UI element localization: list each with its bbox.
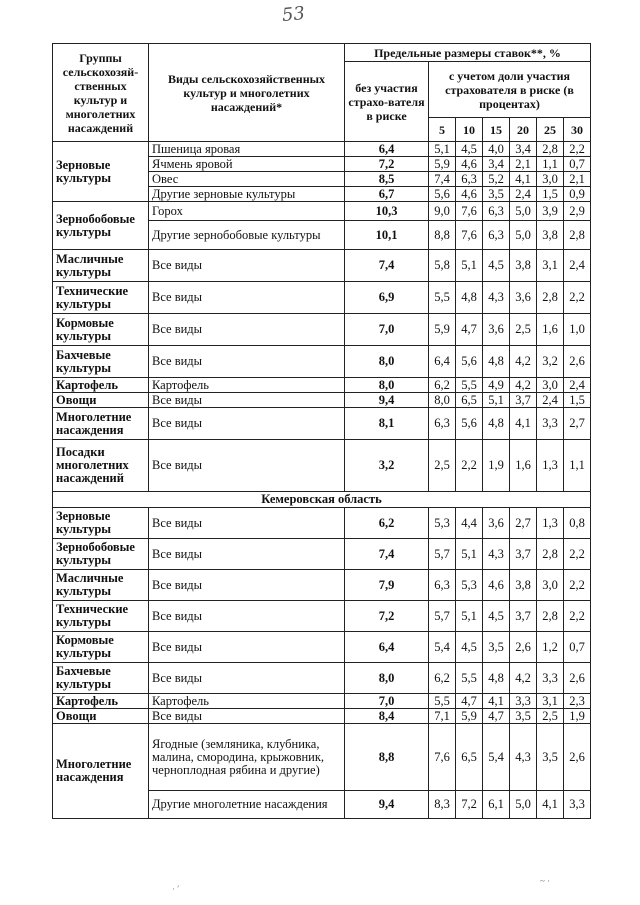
table-row [53, 694, 591, 709]
share-rate-cell: 4,5 [483, 601, 510, 632]
region-title: Кемеровская область [53, 492, 591, 508]
share-rate-cell: 5,6 [456, 346, 483, 378]
base-rate-cell: 8,4 [345, 709, 429, 724]
share-rate-cell: 3,0 [537, 570, 564, 601]
crop-kind-cell: Все виды [149, 632, 345, 663]
share-rate-cell: 1,3 [537, 440, 564, 492]
share-rate-cell: 9,0 [429, 202, 456, 221]
share-rate-cell: 5,0 [510, 791, 537, 819]
share-rate-cell: 5,1 [456, 250, 483, 282]
crop-kind-cell: Горох [149, 202, 345, 221]
crop-group-cell: Бахчевые культуры [53, 663, 149, 694]
share-rate-cell: 5,1 [483, 393, 510, 408]
share-rate-cell: 7,6 [429, 724, 456, 791]
crop-kind-cell: Все виды [149, 314, 345, 346]
base-rate-cell: 6,2 [345, 508, 429, 539]
crop-kind-cell: Картофель [149, 694, 345, 709]
share-rate-cell: 2,9 [564, 202, 591, 221]
table-row [53, 314, 591, 346]
share-rate-cell: 4,6 [456, 157, 483, 172]
share-rate-cell: 5,6 [429, 187, 456, 202]
crop-kind-cell: Все виды [149, 539, 345, 570]
share-rate-cell: 4,1 [537, 791, 564, 819]
share-rate-cell: 2,6 [510, 632, 537, 663]
share-rate-cell: 3,8 [510, 250, 537, 282]
base-rate-cell: 7,4 [345, 539, 429, 570]
crop-group-cell: Зерновые культуры [53, 142, 149, 202]
crop-kind-cell: Все виды [149, 508, 345, 539]
crop-kind-cell: Все виды [149, 440, 345, 492]
crop-kind-cell: Все виды [149, 570, 345, 601]
crop-group-cell: Многолетние насаждения [53, 408, 149, 440]
share-rate-cell: 6,3 [456, 172, 483, 187]
crop-group-cell: Овощи [53, 709, 149, 724]
crop-group-cell: Многолетние насаждения [53, 724, 149, 819]
table-row [53, 142, 591, 157]
share-rate-cell: 2,6 [564, 663, 591, 694]
share-rate-cell: 5,7 [429, 601, 456, 632]
crop-group-cell: Зернобобовые культуры [53, 202, 149, 250]
share-rate-cell: 1,6 [537, 314, 564, 346]
share-rate-cell: 4,1 [483, 694, 510, 709]
share-rate-cell: 2,8 [537, 601, 564, 632]
base-rate-cell: 8,0 [345, 663, 429, 694]
share-rate-cell: 5,5 [429, 694, 456, 709]
base-rate-cell: 3,2 [345, 440, 429, 492]
share-rate-cell: 2,1 [564, 172, 591, 187]
share-rate-cell: 4,4 [456, 508, 483, 539]
share-rate-cell: 2,7 [564, 408, 591, 440]
crop-kind-cell: Все виды [149, 282, 345, 314]
base-rate-cell: 10,1 [345, 221, 429, 250]
crop-kind-cell: Другие зерновые культуры [149, 187, 345, 202]
crop-group-cell: Кормовые культуры [53, 314, 149, 346]
share-rate-cell: 6,3 [483, 202, 510, 221]
crop-group-cell: Овощи [53, 393, 149, 408]
table-row [53, 282, 591, 314]
share-rate-cell: 0,7 [564, 632, 591, 663]
share-rate-cell: 1,6 [510, 440, 537, 492]
crop-kind-cell: Все виды [149, 601, 345, 632]
base-rate-cell: 7,0 [345, 694, 429, 709]
share-rate-cell: 5,3 [456, 570, 483, 601]
crop-kind-cell: Все виды [149, 408, 345, 440]
share-rate-cell: 1,5 [537, 187, 564, 202]
crop-kind-cell: Все виды [149, 709, 345, 724]
share-rate-cell: 3,6 [483, 508, 510, 539]
table-header [53, 44, 591, 142]
base-rate-cell: 6,9 [345, 282, 429, 314]
share-rate-cell: 3,4 [510, 142, 537, 157]
crop-kind-cell: Другие многолетние насаждения [149, 791, 345, 819]
share-rate-cell: 6,1 [483, 791, 510, 819]
base-rate-cell: 7,2 [345, 157, 429, 172]
share-rate-cell: 4,3 [483, 282, 510, 314]
crop-group-cell: Кормовые культуры [53, 632, 149, 663]
share-rate-cell: 5,5 [456, 663, 483, 694]
share-rate-cell: 3,3 [510, 694, 537, 709]
share-rate-cell: 1,0 [564, 314, 591, 346]
header-base: без участия страхо-вателя в риске [345, 62, 429, 142]
share-rate-cell: 3,1 [537, 250, 564, 282]
table-row [53, 663, 591, 694]
share-rate-cell: 5,7 [429, 539, 456, 570]
header-limits: Предельные размеры ставок**, % [345, 44, 591, 62]
crop-kind-cell: Все виды [149, 393, 345, 408]
table-row [53, 709, 591, 724]
share-rate-cell: 5,8 [429, 250, 456, 282]
table-row [53, 632, 591, 663]
share-rate-cell: 1,9 [483, 440, 510, 492]
share-rate-cell: 4,5 [483, 250, 510, 282]
share-rate-cell: 4,6 [483, 570, 510, 601]
crop-group-cell: Посадки многолетних насаждений [53, 440, 149, 492]
page-number: 53 [280, 2, 306, 27]
table-row [53, 724, 591, 791]
base-rate-cell: 8,0 [345, 346, 429, 378]
share-rate-cell: 5,1 [456, 601, 483, 632]
crop-group-cell: Картофель [53, 378, 149, 393]
share-rate-cell: 4,2 [510, 346, 537, 378]
share-rate-cell: 3,5 [483, 187, 510, 202]
share-rate-cell: 2,2 [564, 601, 591, 632]
table-row [53, 408, 591, 440]
share-rate-cell: 7,2 [456, 791, 483, 819]
share-rate-cell: 2,5 [537, 709, 564, 724]
share-rate-cell: 5,9 [456, 709, 483, 724]
crop-kind-cell: Пшеница яровая [149, 142, 345, 157]
share-rate-cell: 2,2 [456, 440, 483, 492]
share-rate-cell: 1,3 [537, 508, 564, 539]
crop-kind-cell: Все виды [149, 663, 345, 694]
share-rate-cell: 3,6 [483, 314, 510, 346]
base-rate-cell: 7,9 [345, 570, 429, 601]
share-rate-cell: 4,2 [510, 663, 537, 694]
share-rate-cell: 3,7 [510, 601, 537, 632]
crop-group-cell: Технические культуры [53, 282, 149, 314]
crop-group-cell: Масличные культуры [53, 250, 149, 282]
share-rate-cell: 4,0 [483, 142, 510, 157]
share-rate-cell: 5,3 [429, 508, 456, 539]
share-rate-cell: 6,5 [456, 393, 483, 408]
share-rate-cell: 3,3 [537, 663, 564, 694]
share-rate-cell: 4,5 [456, 632, 483, 663]
share-rate-cell: 4,2 [510, 378, 537, 393]
header-share-25: 25 [537, 118, 564, 142]
crop-kind-cell: Другие зернобобовые культуры [149, 221, 345, 250]
share-rate-cell: 6,3 [483, 221, 510, 250]
share-rate-cell: 5,5 [456, 378, 483, 393]
share-rate-cell: 3,7 [510, 393, 537, 408]
share-rate-cell: 4,7 [483, 709, 510, 724]
crop-group-cell: Масличные культуры [53, 570, 149, 601]
crop-group-cell: Зерновые культуры [53, 508, 149, 539]
share-rate-cell: 5,0 [510, 221, 537, 250]
share-rate-cell: 2,4 [537, 393, 564, 408]
table-row [53, 393, 591, 408]
share-rate-cell: 5,9 [429, 157, 456, 172]
share-rate-cell: 7,4 [429, 172, 456, 187]
share-rate-cell: 2,2 [564, 142, 591, 157]
share-rate-cell: 2,5 [510, 314, 537, 346]
header-share-10: 10 [456, 118, 483, 142]
share-rate-cell: 3,8 [537, 221, 564, 250]
crop-kind-cell: Все виды [149, 250, 345, 282]
share-rate-cell: 4,9 [483, 378, 510, 393]
share-rate-cell: 3,5 [537, 724, 564, 791]
table-row [53, 346, 591, 378]
share-rate-cell: 2,8 [564, 221, 591, 250]
share-rate-cell: 4,3 [510, 724, 537, 791]
base-rate-cell: 9,4 [345, 393, 429, 408]
share-rate-cell: 1,2 [537, 632, 564, 663]
header-share-30: 30 [564, 118, 591, 142]
header-share: с учетом доли участия страхователя в риске (в процентах) [429, 62, 591, 118]
crop-group-cell: Картофель [53, 694, 149, 709]
share-rate-cell: 4,8 [483, 663, 510, 694]
table-row [53, 570, 591, 601]
insurance-rates-table [52, 43, 591, 819]
share-rate-cell: 5,1 [429, 142, 456, 157]
share-rate-cell: 5,9 [429, 314, 456, 346]
crop-kind-cell: Ягодные (земляника, клубника, малина, смородина, крыжовник, черноплодная рябина и другие) [149, 724, 345, 791]
share-rate-cell: 6,3 [429, 570, 456, 601]
share-rate-cell: 7,6 [456, 221, 483, 250]
share-rate-cell: 2,5 [429, 440, 456, 492]
share-rate-cell: 3,3 [564, 791, 591, 819]
base-rate-cell: 8,1 [345, 408, 429, 440]
region-row [53, 492, 591, 508]
base-rate-cell: 8,8 [345, 724, 429, 791]
share-rate-cell: 2,4 [510, 187, 537, 202]
share-rate-cell: 4,1 [510, 172, 537, 187]
share-rate-cell: 1,9 [564, 709, 591, 724]
base-rate-cell: 6,4 [345, 142, 429, 157]
share-rate-cell: 2,6 [564, 346, 591, 378]
share-rate-cell: 2,2 [564, 282, 591, 314]
share-rate-cell: 6,4 [429, 346, 456, 378]
base-rate-cell: 7,4 [345, 250, 429, 282]
share-rate-cell: 5,4 [483, 724, 510, 791]
base-rate-cell: 6,4 [345, 632, 429, 663]
header-share-20: 20 [510, 118, 537, 142]
share-rate-cell: 6,5 [456, 724, 483, 791]
share-rate-cell: 1,1 [537, 157, 564, 172]
share-rate-cell: 3,4 [483, 157, 510, 172]
table-row [53, 508, 591, 539]
share-rate-cell: 5,4 [429, 632, 456, 663]
share-rate-cell: 7,6 [456, 202, 483, 221]
share-rate-cell: 2,2 [564, 539, 591, 570]
share-rate-cell: 4,3 [483, 539, 510, 570]
crop-group-cell: Технические культуры [53, 601, 149, 632]
share-rate-cell: 5,5 [429, 282, 456, 314]
share-rate-cell: 5,0 [510, 202, 537, 221]
share-rate-cell: 0,9 [564, 187, 591, 202]
share-rate-cell: 4,8 [483, 346, 510, 378]
share-rate-cell: 0,8 [564, 508, 591, 539]
margin-mark: ~ · [540, 876, 551, 886]
share-rate-cell: 4,5 [456, 142, 483, 157]
crop-group-cell: Бахчевые культуры [53, 346, 149, 378]
share-rate-cell: 0,7 [564, 157, 591, 172]
share-rate-cell: 2,1 [510, 157, 537, 172]
share-rate-cell: 5,6 [456, 408, 483, 440]
share-rate-cell: 3,0 [537, 378, 564, 393]
share-rate-cell: 2,8 [537, 142, 564, 157]
share-rate-cell: 1,5 [564, 393, 591, 408]
base-rate-cell: 10,3 [345, 202, 429, 221]
share-rate-cell: 3,5 [483, 632, 510, 663]
table-row [53, 250, 591, 282]
share-rate-cell: 2,3 [564, 694, 591, 709]
table-row [53, 440, 591, 492]
share-rate-cell: 3,3 [537, 408, 564, 440]
share-rate-cell: 3,7 [510, 539, 537, 570]
base-rate-cell: 6,7 [345, 187, 429, 202]
share-rate-cell: 1,1 [564, 440, 591, 492]
base-rate-cell: 8,0 [345, 378, 429, 393]
share-rate-cell: 2,8 [537, 539, 564, 570]
header-share-15: 15 [483, 118, 510, 142]
base-rate-cell: 7,2 [345, 601, 429, 632]
table-row [53, 378, 591, 393]
share-rate-cell: 8,3 [429, 791, 456, 819]
share-rate-cell: 7,1 [429, 709, 456, 724]
header-group: Группы сельскохозяй-ственных культур и многолетних насаждений [53, 44, 149, 142]
crop-kind-cell: Все виды [149, 346, 345, 378]
share-rate-cell: 8,8 [429, 221, 456, 250]
share-rate-cell: 8,0 [429, 393, 456, 408]
header-kind: Виды сельскохозяйственных культур и многолетних насаждений* [149, 44, 345, 142]
base-rate-cell: 8,5 [345, 172, 429, 187]
share-rate-cell: 5,2 [483, 172, 510, 187]
crop-group-cell: Зернобобовые культуры [53, 539, 149, 570]
share-rate-cell: 3,8 [510, 570, 537, 601]
share-rate-cell: 2,7 [510, 508, 537, 539]
crop-kind-cell: Овес [149, 172, 345, 187]
table-row [53, 539, 591, 570]
share-rate-cell: 4,7 [456, 314, 483, 346]
share-rate-cell: 3,6 [510, 282, 537, 314]
margin-mark: · ′ [172, 884, 180, 894]
table-row [53, 601, 591, 632]
share-rate-cell: 6,2 [429, 378, 456, 393]
share-rate-cell: 2,4 [564, 250, 591, 282]
share-rate-cell: 2,6 [564, 724, 591, 791]
share-rate-cell: 4,8 [456, 282, 483, 314]
base-rate-cell: 9,4 [345, 791, 429, 819]
header-share-5: 5 [429, 118, 456, 142]
share-rate-cell: 2,8 [537, 282, 564, 314]
share-rate-cell: 6,3 [429, 408, 456, 440]
crop-kind-cell: Картофель [149, 378, 345, 393]
table-row [53, 202, 591, 221]
share-rate-cell: 4,6 [456, 187, 483, 202]
share-rate-cell: 2,4 [564, 378, 591, 393]
share-rate-cell: 3,2 [537, 346, 564, 378]
share-rate-cell: 4,8 [483, 408, 510, 440]
crop-kind-cell: Ячмень яровой [149, 157, 345, 172]
share-rate-cell: 3,5 [510, 709, 537, 724]
share-rate-cell: 2,2 [564, 570, 591, 601]
share-rate-cell: 5,1 [456, 539, 483, 570]
share-rate-cell: 6,2 [429, 663, 456, 694]
share-rate-cell: 4,7 [456, 694, 483, 709]
share-rate-cell: 3,1 [537, 694, 564, 709]
share-rate-cell: 3,0 [537, 172, 564, 187]
base-rate-cell: 7,0 [345, 314, 429, 346]
share-rate-cell: 4,1 [510, 408, 537, 440]
share-rate-cell: 3,9 [537, 202, 564, 221]
